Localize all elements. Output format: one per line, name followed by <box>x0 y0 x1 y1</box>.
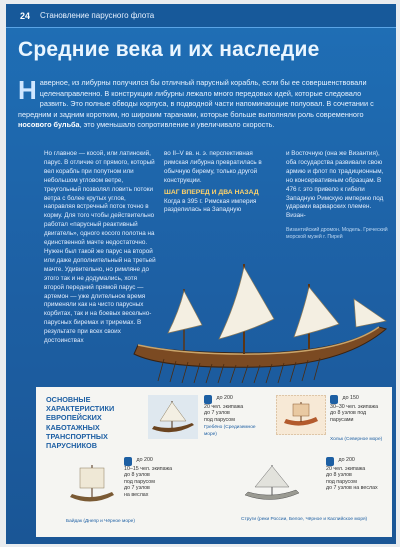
strug-caption-box <box>241 515 381 523</box>
page-header <box>6 4 396 28</box>
dromon-ship-illustration <box>124 259 394 384</box>
card-line: до 8 узлов под парусами <box>330 410 367 423</box>
page-number: 24 <box>20 10 31 21</box>
magazine-page <box>6 4 396 544</box>
card-caption: Струги (реки России, Белое, Чёрное и Каспийское моря) <box>241 517 368 522</box>
lead-bold-term: носового бульба <box>18 120 80 130</box>
card-line: до 200 <box>338 457 355 463</box>
lead-text-start: аверное, из либурны получился бы отличный парусный корабль, если бы ее совершенствовали целенаправленно. В конструкции либурны лежало много передовых идей, которые следовало развить. Это полные обводы корпуса, в подводной части напоминающие полуовал. В сочетании с передним и задним коротким, но широким таранами, которые больше выполняли роль современного <box>18 78 374 119</box>
baydak-thumbnail <box>66 459 118 511</box>
card-line: до 150 <box>342 395 359 401</box>
column-1: Но главное — косой, или латинский, парус. В отличие от прямого, который вел корабль при попутном или небольшом угловом ветре, треугольный позволял ловить потоки ветра с более крутых углов, направляя встречный поток точно в корму. Для того чтобы действительно работал «парусный реактивный двигатель», одного косого полотна на единственной мачте недостаточно. Нужен был такой же парус на второй или даже дополнительный на третьей мачте. Удивительно, но римляне до этого так и не додумались, хотя второй передний прямой парус — артемон — уже длительное время применяли как на чисто парусных корбитах, так и на боевых весельно-парусных биремах и триремах. В результате при всех своих достоинствах <box>44 150 156 345</box>
section-title: Становление парусного флота <box>40 11 155 20</box>
card-caption: Гребёно (Средиземное море) <box>204 425 256 437</box>
lead-paragraph <box>18 75 384 131</box>
hulk-stamp-thumbnail <box>276 395 326 435</box>
info-card-galley <box>204 395 268 438</box>
card-line: до 200 <box>136 457 153 463</box>
card-line: 10–15 чел. экипажа <box>124 466 173 472</box>
galley-thumbnail <box>148 395 198 439</box>
card-line: до 7 узлов <box>124 485 150 492</box>
card-caption: Хольк (Северное море) <box>330 437 383 443</box>
card-caption: Байдак (Днепр и Чёрное море) <box>66 519 135 524</box>
column-3-text: и Восточную (она же Византия), оба государства развивали свою армию и флот по традиционным, но консервативным образцам. В 476 г. это привело к гибели Западную Римскую империю под ударами варварских племен. Визан- <box>286 150 384 220</box>
card-line: 20 чел. экипажа <box>326 466 366 472</box>
column-2-text-after: Когда в 395 г. Римская империя разделилась на Западную <box>164 197 257 214</box>
strug-thumbnail <box>241 459 303 511</box>
drop-cap: Н <box>18 75 37 105</box>
card-line: до 7 узлов <box>204 410 230 417</box>
infobox-title: ОСНОВНЫЕ ХАРАКТЕРИСТИКИ ЕВРОПЕЙСКИХ КАБОТАЖНЫХ ТРАНСПОРТНЫХ ПАРУСНИКОВ <box>46 395 115 451</box>
card-line: до 200 <box>216 395 233 401</box>
characteristics-infobox <box>36 387 392 537</box>
card-line: под парусом <box>124 478 155 485</box>
baydak-caption-box <box>66 517 196 525</box>
page-title: Средние века и их наследие <box>18 38 320 61</box>
card-line: до 8 узлов <box>124 472 150 479</box>
card-line: под парусом <box>204 416 235 423</box>
card-line: до 8 узлов <box>326 472 352 479</box>
capacity-icon <box>326 457 334 466</box>
card-line: 30–30 чел. экипажа <box>330 404 379 410</box>
info-card-strug <box>326 457 390 492</box>
capacity-icon <box>124 457 132 466</box>
info-card-baydak <box>124 457 194 498</box>
column-2-text: во II–V вв. н. э. перспективная римская либурна превратилась в обычную бирему, только другой конструкции. <box>164 150 262 184</box>
card-line: 20 чел. экипажа <box>204 404 244 410</box>
card-line: до 7 узлов на веслах <box>326 485 378 492</box>
lead-text-end: , это уменьшало сопротивление и увеличивало скорость. <box>79 120 275 130</box>
ship-caption: Византийский дромон. Модель. Греческий морской музей г. Пирей <box>286 227 388 241</box>
card-line: под парусом <box>326 478 357 485</box>
subheading: ШАГ ВПЕРЕД И ДВА НАЗАД <box>164 188 259 196</box>
column-3 <box>286 150 390 241</box>
column-2 <box>164 150 276 215</box>
capacity-icon <box>330 395 338 404</box>
card-line: на веслах <box>124 491 149 498</box>
info-card-hulk <box>330 395 388 444</box>
capacity-icon <box>204 395 212 404</box>
